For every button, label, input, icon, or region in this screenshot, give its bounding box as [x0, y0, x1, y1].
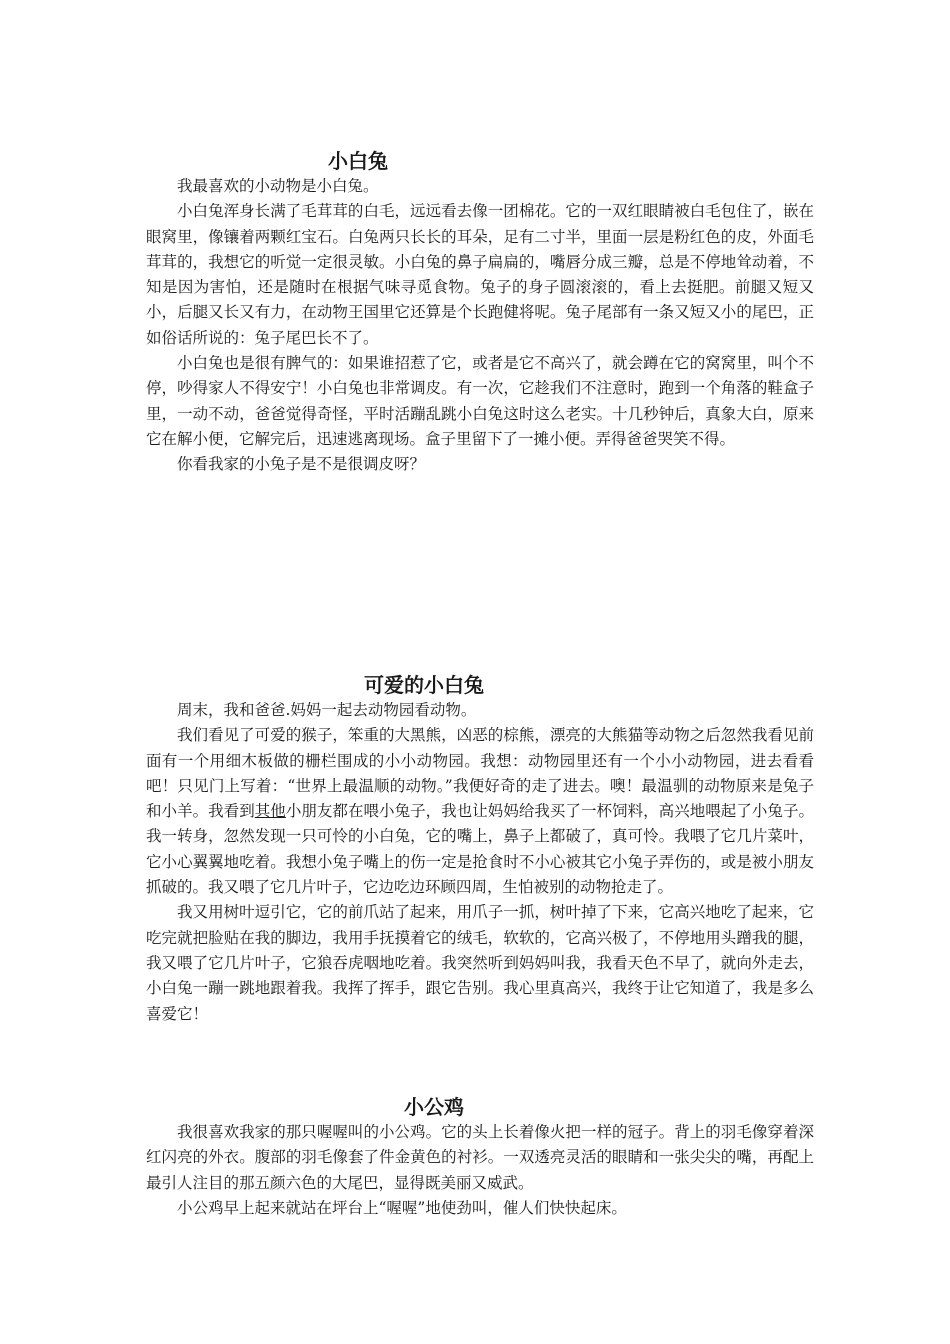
paragraph: 小公鸡早上起来就站在坪台上“喔喔”地使劲叫，催人们快快起床。: [177, 1198, 627, 1217]
paragraph: 我又用树叶逗引它，它的前爪站了起来，用爪子一抓，树叶掉了下来，它高兴地吃了起来，它吃完就把脸贴在我的脚边，我用手抚摸着它的绒毛，软软的，它高兴极了，不停地用头蹭我的腿，我又喂了它几片叶子，它狼吞虎咽地吃着。我突然听到妈妈叫我，我看天色不早了，就向外走去，小白兔一蹦一跳地跟着我。我挥了挥手，跟它告别。我心里真高兴，我终于让它知道了，我是多么喜爱它！: [146, 903, 814, 1023]
essay-title: 可爱的小白兔: [364, 673, 484, 697]
paragraph-text: 我们看见了可爱的猴子，笨重的大黑熊，凶恶的棕熊，漂亮的大熊猫等动物之后忽然我看见前面有一个用细木板做的栅栏围成的小小动物园。我想：动物园里还有一个小小动物园，进去看看吧！只见门上写着：“世界上最温顺的动物。”我便好奇的走了进去。噢！最温驯的动物原来是兔子和小羊。我看到: [146, 726, 814, 821]
paragraph: 小白兔浑身长满了毛茸茸的白毛，远远看去像一团棉花。它的一双红眼睛被白毛包住了，嵌在眼窝里，像镶着两颗红宝石。白兔两只长长的耳朵，足有二寸半，里面一层是粉红色的皮，外面毛茸茸的，我想它的听觉一定很灵敏。小白兔的鼻子扁扁的，嘴唇分成三瓣，总是不停地耸动着，不知是因为害怕，还是随时在根据气味寻觅食物。兔子的身子圆滚滚的，看上去挺肥。前腿又短又小，后腿又长又有力，在动物王国里它还算是个长跑健将呢。兔子尾部有一条又短又小的尾巴，正如俗话所说的：兔子尾巴长不了。: [146, 202, 814, 347]
essay-cute-white-rabbit: [146, 672, 814, 1027]
paragraph: 周末，我和爸爸.妈妈一起去动物园看动物。: [177, 701, 477, 719]
paragraph: 小白兔也是很有脾气的：如果谁招惹了它，或者是它不高兴了，就会蹲在它的窝窝里，叫个不停，吵得家人不得安宁！小白兔也非常调皮。有一次，它趁我们不注意时，跑到一个角落的鞋盒子里，一动不动，爸爸觉得奇怪，平时活蹦乱跳小白兔这时这么老实。十几秒钟后，真象大白，原来它在解小便，它解完后，迅速逃离现场。盒子里留下了一摊小便。弄得爸爸哭笑不得。: [146, 354, 814, 448]
essay-title: 小公鸡: [404, 1095, 464, 1119]
paragraph: 你看我家的小兔子是不是很调皮呀？: [177, 455, 426, 474]
essay-little-white-rabbit: [146, 148, 814, 478]
underlined-word: 其他: [254, 802, 286, 821]
essay-title: 小白兔: [328, 149, 388, 173]
paragraph: 我最喜欢的小动物是小白兔。: [177, 177, 379, 195]
paragraph: [146, 723, 814, 900]
essay-little-rooster: [146, 1094, 814, 1221]
paragraph-text: 小朋友都在喂小兔子，我也让妈妈给我买了一杯饲料，高兴地喂起了小兔子。我一转身，忽然发现一只可怜的小白兔，它的嘴上，鼻子上都破了，真可怜。我喂了它几片菜叶，它小心翼翼地吃着。我想小兔子嘴上的伤一定是抢食时不小心被其它小兔子弄伤的，或是被小朋友抓破的。我又喂了它几片叶子，它边吃边环顾四周，生怕被别的动物抢走了。: [146, 802, 814, 897]
paragraph: 我很喜欢我家的那只喔喔叫的小公鸡。它的头上长着像火把一样的冠子。背上的羽毛像穿着深红闪亮的外衣。腹部的羽毛像套了件金黄色的衬衫。一双透亮灵活的眼睛和一张尖尖的嘴，再配上最引人注目的那五颜六色的大尾巴，显得既美丽又威武。: [146, 1123, 814, 1192]
